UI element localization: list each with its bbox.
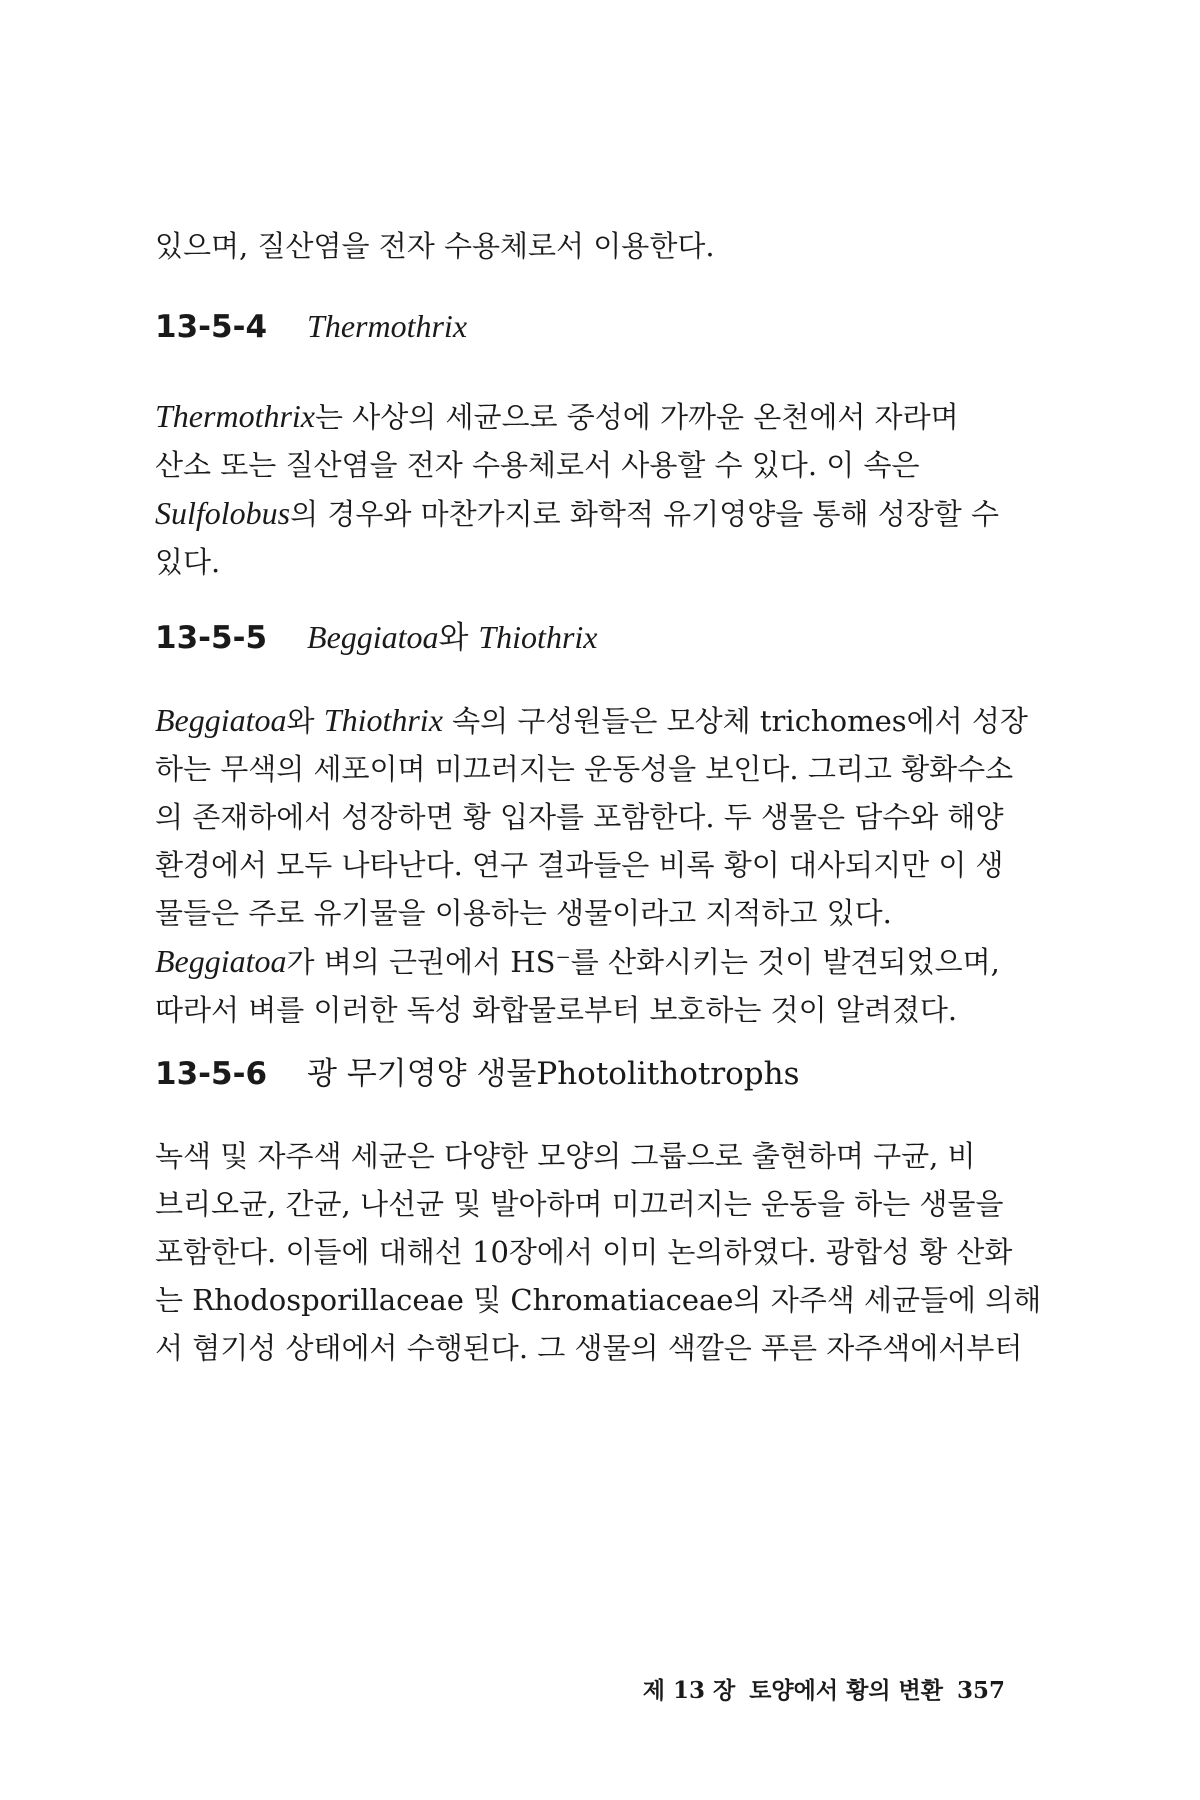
section-heading: [155, 612, 1035, 657]
chapter-label: 제 13 장: [642, 1677, 736, 1704]
text-line: 의 존재하에서 성장하면 황 입자를 포함한다. 두 생물은 담수와 해양: [155, 800, 1004, 834]
section-heading: [155, 308, 1035, 345]
section-paragraph: [155, 392, 1035, 586]
section-number: 13-5-4: [155, 309, 268, 345]
section-title: Beggiatoa와 Thiothrix: [307, 619, 598, 656]
text-line: 산소 또는 질산염을 전자 수용체로서 사용할 수 있다. 이 속은: [155, 448, 920, 482]
text-line: 녹색 및 자주색 세균은 다양한 모양의 그룹으로 출현하며 구균, 비: [155, 1139, 976, 1173]
section-number: 13-5-5: [155, 620, 268, 656]
text-line: Beggiatoa가 벼의 근권에서 HS⁻를 산화시키는 것이 발견되었으며,: [155, 943, 1000, 979]
text-line: 포함한다. 이들에 대해선 10장에서 이미 논의하였다. 광합성 황 산화: [155, 1235, 1013, 1269]
section-title: Thermothrix: [307, 308, 468, 344]
text-line: 는 Rhodosporillaceae 및 Chromatiaceae의 자주색 세균들에 의해: [155, 1283, 1042, 1317]
text-line: 물들은 주로 유기물을 이용하는 생물이라고 지적하고 있다.: [155, 896, 892, 930]
text-line: Sulfolobus의 경우와 마찬가지로 화학적 유기영양을 통해 성장할 수: [155, 495, 999, 531]
section-paragraph: [155, 696, 1035, 1034]
intro-paragraph: [155, 222, 1035, 270]
section-title: 광 무기영양 생물Photolithotrophs: [307, 1056, 800, 1092]
chapter-title: 토양에서 황의 변환: [749, 1677, 943, 1704]
text-line: 브리오균, 간균, 나선균 및 발아하며 미끄러지는 운동을 하는 생물을: [155, 1187, 1004, 1221]
section-number: 13-5-6: [155, 1056, 268, 1092]
text-line: 환경에서 모두 나타난다. 연구 결과들은 비록 황이 대사되지만 이 생: [155, 848, 1004, 882]
section-heading: [155, 1048, 1035, 1093]
section-paragraph: [155, 1132, 1042, 1372]
page-footer: [629, 1672, 1005, 1705]
text-line: 따라서 벼를 이러한 독성 화합물로부터 보호하는 것이 알려졌다.: [155, 993, 958, 1027]
text-line: 하는 무색의 세포이며 미끄러지는 운동성을 보인다. 그리고 황화수소: [155, 752, 1014, 786]
text-line: 있으며, 질산염을 전자 수용체로서 이용한다.: [155, 229, 715, 263]
page-number: 357: [956, 1677, 1005, 1704]
text-line: 있다.: [155, 545, 221, 579]
text-line: 서 혐기성 상태에서 수행된다. 그 생물의 색깔은 푸른 자주색에서부터: [155, 1331, 1023, 1365]
text-line: Beggiatoa와 Thiothrix 속의 구성원들은 모상체 trichomes에서 성장: [155, 702, 1028, 738]
text-line: Thermothrix는 사상의 세균으로 중성에 가까운 온천에서 자라며: [155, 398, 959, 434]
